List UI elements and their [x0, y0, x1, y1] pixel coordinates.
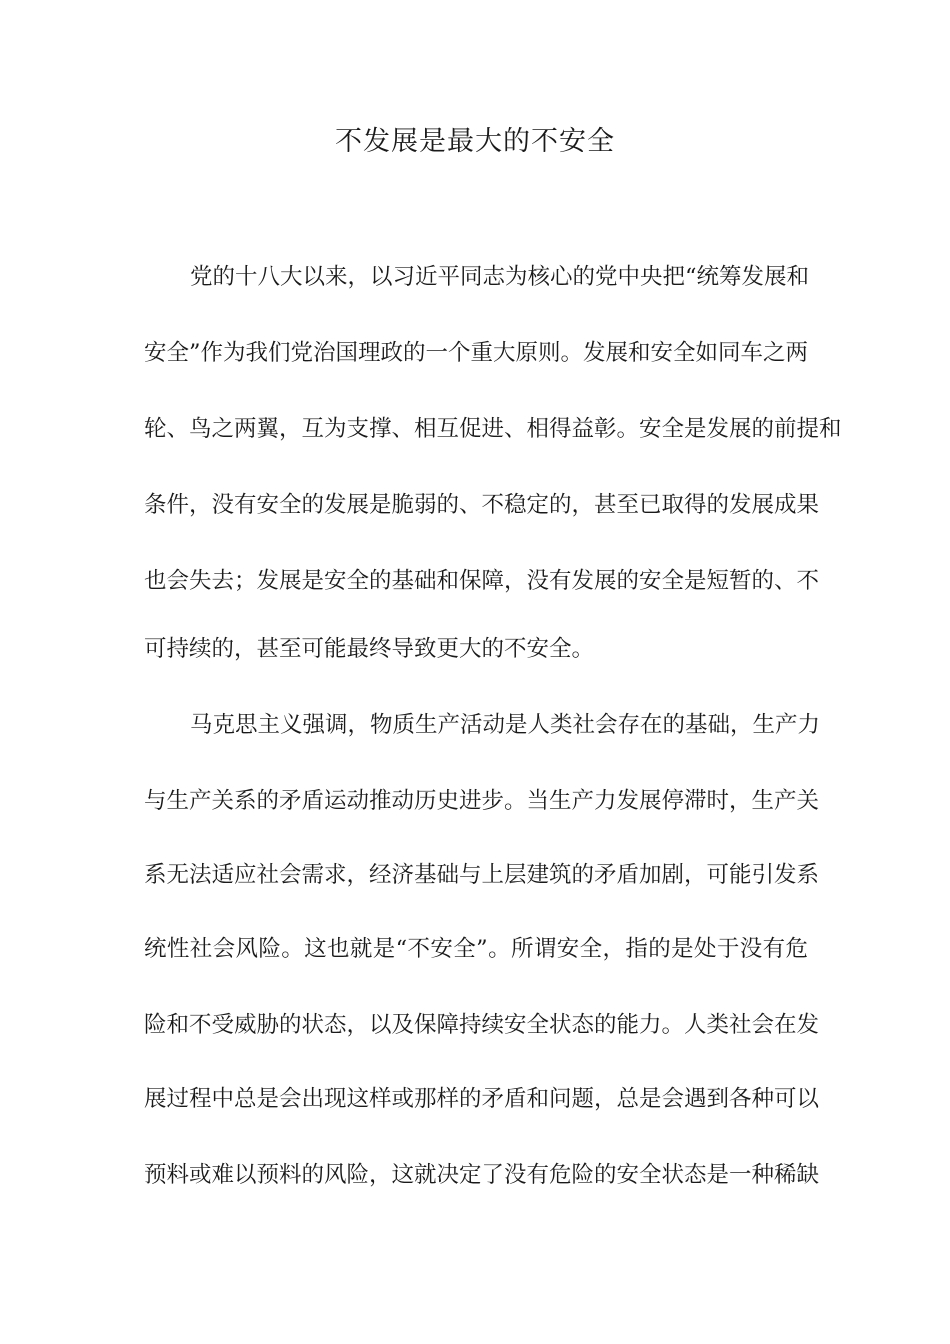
paragraph-2-line-7: 预料或难以预料的风险，这就决定了没有危险的安全状态是一种稀缺	[144, 1162, 820, 1188]
paragraph-2-line-6: 展过程中总是会出现这样或那样的矛盾和问题，总是会遇到各种可以	[144, 1086, 820, 1112]
paragraph-1-line-6: 可持续的，甚至可能最终导致更大的不安全。	[144, 636, 595, 662]
paragraph-2-line-4: 统性社会风险。这也就是“不安全”。所谓安全，指的是处于没有危	[144, 936, 808, 962]
paragraph-1-line-1: 党的十八大以来，以习近平同志为核心的党中央把“统筹发展和	[190, 264, 810, 290]
paragraph-1-line-2: 安全”作为我们党治国理政的一个重大原则。发展和安全如同车之两	[144, 340, 809, 366]
paragraph-1-line-4: 条件，没有安全的发展是脆弱的、不稳定的，甚至已取得的发展成果	[144, 492, 820, 518]
paragraph-2-line-1: 马克思主义强调，物质生产活动是人类社会存在的基础，生产力	[190, 712, 821, 738]
paragraph-2-line-2: 与生产关系的矛盾运动推动历史进步。当生产力发展停滞时，生产关	[144, 788, 820, 814]
paragraph-2-line-5: 险和不受威胁的状态，以及保障持续安全状态的能力。人类社会在发	[144, 1012, 820, 1038]
paragraph-1-line-5: 也会失去；发展是安全的基础和保障，没有发展的安全是短暂的、不	[144, 568, 820, 594]
paragraph-2-line-3: 系无法适应社会需求，经济基础与上层建筑的矛盾加剧，可能引发系	[144, 862, 820, 888]
document-title: 不发展是最大的不安全	[335, 126, 615, 157]
paragraph-1-line-3: 轮、鸟之两翼，互为支撑、相互促进、相得益彰。安全是发展的前提和	[144, 416, 842, 442]
